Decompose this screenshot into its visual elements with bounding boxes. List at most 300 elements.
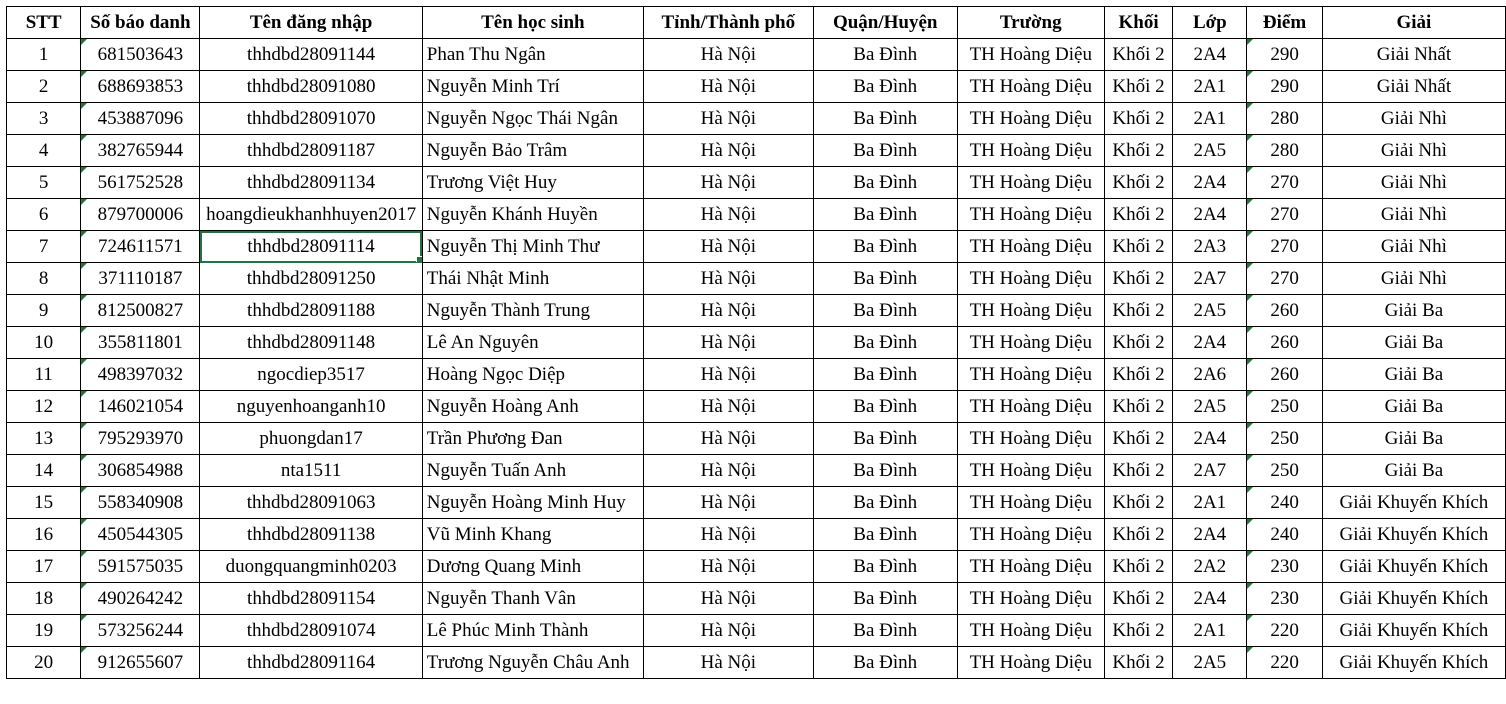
cell-stt[interactable]: [7, 455, 81, 487]
cell-quan-huyen[interactable]: [813, 39, 957, 71]
cell-khoi[interactable]: [1104, 615, 1173, 647]
cell-khoi[interactable]: [1104, 167, 1173, 199]
cell-stt[interactable]: [7, 135, 81, 167]
cell-ten-hoc-sinh[interactable]: [422, 231, 643, 263]
column-header-quan-huyen[interactable]: Quận/Huyện: [813, 7, 957, 39]
cell-tinh-thanh-pho[interactable]: [643, 615, 813, 647]
cell-truong[interactable]: [957, 327, 1104, 359]
cell-value: TH Hoàng Diệu: [969, 395, 1092, 417]
cell-quan-huyen[interactable]: [813, 199, 957, 231]
cell-lop[interactable]: [1173, 519, 1247, 551]
cell-value: Vũ Minh Khang: [426, 523, 552, 545]
cell-value: Khối 2: [1112, 299, 1165, 321]
cell-value: TH Hoàng Diệu: [969, 299, 1092, 321]
cell-stt[interactable]: [7, 295, 81, 327]
cell-ten-hoc-sinh[interactable]: [422, 327, 643, 359]
cell-truong[interactable]: [957, 615, 1104, 647]
cell-ten-dang-nhap[interactable]: [200, 327, 422, 359]
column-header-lop[interactable]: Lớp: [1173, 7, 1247, 39]
cell-giai[interactable]: [1322, 519, 1505, 551]
cell-value: Giải Ba: [1384, 299, 1444, 321]
cell-value: Giải Khuyến Khích: [1339, 587, 1489, 609]
cell-so-bao-danh[interactable]: [81, 391, 200, 423]
cell-lop[interactable]: [1173, 71, 1247, 103]
cell-value: thhdbd28091138: [247, 523, 376, 545]
cell-stt[interactable]: [7, 199, 81, 231]
cell-lop[interactable]: [1173, 391, 1247, 423]
number-as-text-marker-icon: [81, 71, 87, 77]
column-header-diem[interactable]: Điểm: [1247, 7, 1323, 39]
cell-value: Khối 2: [1112, 459, 1165, 481]
cell-diem[interactable]: [1247, 455, 1323, 487]
cell-stt[interactable]: [7, 583, 81, 615]
cell-truong[interactable]: [957, 423, 1104, 455]
cell-truong[interactable]: [957, 455, 1104, 487]
cell-diem[interactable]: [1247, 359, 1323, 391]
cell-so-bao-danh[interactable]: [81, 519, 200, 551]
cell-quan-huyen[interactable]: [813, 615, 957, 647]
cell-value: Nguyễn Thị Minh Thư: [426, 235, 600, 257]
cell-value: 2A5: [1193, 651, 1227, 673]
cell-stt[interactable]: [7, 391, 81, 423]
cell-diem[interactable]: [1247, 231, 1323, 263]
cell-diem[interactable]: [1247, 551, 1323, 583]
cell-tinh-thanh-pho[interactable]: [643, 263, 813, 295]
cell-diem[interactable]: [1247, 647, 1323, 679]
column-header-ten-dang-nhap[interactable]: Tên đăng nhập: [200, 7, 422, 39]
number-as-text-marker-icon: [81, 487, 87, 493]
cell-quan-huyen[interactable]: [813, 455, 957, 487]
number-as-text-marker-icon: [1247, 103, 1253, 109]
cell-stt[interactable]: [7, 327, 81, 359]
number-as-text-marker-icon: [81, 455, 87, 461]
cell-truong[interactable]: [957, 487, 1104, 519]
cell-value: TH Hoàng Diệu: [969, 523, 1092, 545]
cell-lop[interactable]: [1173, 103, 1247, 135]
cell-quan-huyen[interactable]: [813, 327, 957, 359]
cell-tinh-thanh-pho[interactable]: [643, 39, 813, 71]
cell-tinh-thanh-pho[interactable]: [643, 71, 813, 103]
cell-tinh-thanh-pho[interactable]: [643, 487, 813, 519]
number-as-text-marker-icon: [1247, 231, 1253, 237]
cell-value: 2A5: [1193, 139, 1227, 161]
cell-diem[interactable]: [1247, 199, 1323, 231]
cell-value: Hà Nội: [700, 267, 757, 289]
cell-ten-dang-nhap[interactable]: [200, 135, 422, 167]
cell-value: 2A4: [1193, 523, 1227, 545]
cell-quan-huyen[interactable]: [813, 263, 957, 295]
cell-value: Hà Nội: [700, 107, 757, 129]
cell-truong[interactable]: [957, 551, 1104, 583]
cell-ten-dang-nhap[interactable]: [200, 615, 422, 647]
cell-lop[interactable]: [1173, 39, 1247, 71]
cell-so-bao-danh[interactable]: [81, 583, 200, 615]
cell-value: Ba Đình: [853, 491, 918, 513]
cell-lop[interactable]: [1173, 647, 1247, 679]
cell-ten-hoc-sinh[interactable]: [422, 295, 643, 327]
cell-giai[interactable]: [1322, 135, 1505, 167]
cell-ten-hoc-sinh[interactable]: [422, 551, 643, 583]
cell-ten-dang-nhap[interactable]: [200, 263, 422, 295]
cell-khoi[interactable]: [1104, 519, 1173, 551]
cell-khoi[interactable]: [1104, 327, 1173, 359]
cell-tinh-thanh-pho[interactable]: [643, 551, 813, 583]
cell-value: 724611571: [97, 235, 183, 257]
cell-quan-huyen[interactable]: [813, 583, 957, 615]
cell-khoi[interactable]: [1104, 231, 1173, 263]
cell-truong[interactable]: [957, 359, 1104, 391]
cell-ten-hoc-sinh[interactable]: [422, 647, 643, 679]
cell-value: 355811801: [97, 331, 183, 353]
column-header-giai[interactable]: Giải: [1322, 7, 1505, 39]
number-as-text-marker-icon: [1247, 647, 1253, 653]
cell-giai[interactable]: [1322, 647, 1505, 679]
cell-lop[interactable]: [1173, 487, 1247, 519]
cell-giai[interactable]: [1322, 199, 1505, 231]
cell-so-bao-danh[interactable]: [81, 71, 200, 103]
cell-truong[interactable]: [957, 263, 1104, 295]
cell-khoi[interactable]: [1104, 391, 1173, 423]
column-header-ten-hoc-sinh[interactable]: Tên học sinh: [422, 7, 643, 39]
cell-lop[interactable]: [1173, 423, 1247, 455]
cell-tinh-thanh-pho[interactable]: [643, 359, 813, 391]
cell-value: 498397032: [97, 363, 184, 385]
cell-diem[interactable]: [1247, 167, 1323, 199]
cell-ten-hoc-sinh[interactable]: [422, 455, 643, 487]
cell-giai[interactable]: [1322, 423, 1505, 455]
cell-stt[interactable]: [7, 359, 81, 391]
cell-khoi[interactable]: [1104, 551, 1173, 583]
cell-khoi[interactable]: [1104, 103, 1173, 135]
number-as-text-marker-icon: [1247, 39, 1253, 45]
cell-giai[interactable]: [1322, 71, 1505, 103]
cell-value: 230: [1270, 587, 1299, 609]
cell-truong[interactable]: [957, 391, 1104, 423]
cell-ten-dang-nhap[interactable]: [200, 199, 422, 231]
cell-ten-hoc-sinh[interactable]: [422, 391, 643, 423]
cell-quan-huyen[interactable]: [813, 231, 957, 263]
cell-ten-dang-nhap[interactable]: [200, 583, 422, 615]
cell-ten-dang-nhap[interactable]: [200, 487, 422, 519]
number-as-text-marker-icon: [81, 359, 87, 365]
table-row: [7, 71, 1506, 103]
cell-giai[interactable]: [1322, 391, 1505, 423]
cell-value: 371110187: [98, 267, 183, 289]
cell-quan-huyen[interactable]: [813, 135, 957, 167]
cell-ten-dang-nhap[interactable]: [200, 551, 422, 583]
cell-quan-huyen[interactable]: [813, 103, 957, 135]
cell-giai[interactable]: [1322, 487, 1505, 519]
cell-lop[interactable]: [1173, 615, 1247, 647]
cell-so-bao-danh[interactable]: [81, 167, 200, 199]
cell-khoi[interactable]: [1104, 359, 1173, 391]
cell-stt[interactable]: [7, 423, 81, 455]
cell-diem[interactable]: [1247, 391, 1323, 423]
cell-value: Khối 2: [1112, 555, 1165, 577]
cell-tinh-thanh-pho[interactable]: [643, 103, 813, 135]
cell-value: Giải Ba: [1384, 427, 1444, 449]
cell-value: 220: [1270, 651, 1299, 673]
cell-lop[interactable]: [1173, 263, 1247, 295]
cell-lop[interactable]: [1173, 455, 1247, 487]
cell-value: TH Hoàng Diệu: [969, 139, 1092, 161]
cell-giai[interactable]: [1322, 615, 1505, 647]
number-as-text-marker-icon: [1247, 167, 1253, 173]
cell-ten-dang-nhap[interactable]: [200, 71, 422, 103]
cell-tinh-thanh-pho[interactable]: [643, 391, 813, 423]
cell-stt[interactable]: [7, 103, 81, 135]
cell-diem[interactable]: [1247, 71, 1323, 103]
cell-so-bao-danh[interactable]: [81, 39, 200, 71]
cell-lop[interactable]: [1173, 359, 1247, 391]
cell-value: 382765944: [97, 139, 184, 161]
cell-diem[interactable]: [1247, 263, 1323, 295]
cell-khoi[interactable]: [1104, 39, 1173, 71]
cell-value: Phan Thu Ngân: [426, 43, 546, 65]
cell-diem[interactable]: [1247, 487, 1323, 519]
cell-tinh-thanh-pho[interactable]: [643, 295, 813, 327]
cell-giai[interactable]: [1322, 39, 1505, 71]
cell-ten-dang-nhap[interactable]: [200, 391, 422, 423]
cell-giai[interactable]: [1322, 327, 1505, 359]
number-as-text-marker-icon: [1247, 615, 1253, 621]
cell-quan-huyen[interactable]: [813, 359, 957, 391]
cell-value: Ba Đình: [853, 587, 918, 609]
cell-lop[interactable]: [1173, 135, 1247, 167]
cell-ten-dang-nhap[interactable]: [200, 167, 422, 199]
cell-stt[interactable]: [7, 263, 81, 295]
cell-so-bao-danh[interactable]: [81, 295, 200, 327]
cell-value: nguyenhoanganh10: [236, 395, 386, 417]
cell-so-bao-danh[interactable]: [81, 615, 200, 647]
column-header-stt[interactable]: STT: [7, 7, 81, 39]
cell-ten-hoc-sinh[interactable]: [422, 359, 643, 391]
cell-lop[interactable]: [1173, 295, 1247, 327]
cell-ten-hoc-sinh[interactable]: [422, 487, 643, 519]
cell-giai[interactable]: [1322, 167, 1505, 199]
cell-tinh-thanh-pho[interactable]: [643, 231, 813, 263]
column-header-tinh-thanh-pho[interactable]: Tỉnh/Thành phố: [643, 7, 813, 39]
table-row: [7, 231, 1506, 263]
cell-diem[interactable]: [1247, 583, 1323, 615]
cell-so-bao-danh[interactable]: [81, 423, 200, 455]
cell-truong[interactable]: [957, 135, 1104, 167]
cell-value: Khối 2: [1112, 619, 1165, 641]
cell-stt[interactable]: [7, 231, 81, 263]
cell-so-bao-danh[interactable]: [81, 327, 200, 359]
cell-khoi[interactable]: [1104, 487, 1173, 519]
cell-tinh-thanh-pho[interactable]: [643, 199, 813, 231]
cell-quan-huyen[interactable]: [813, 647, 957, 679]
cell-stt[interactable]: [7, 167, 81, 199]
cell-quan-huyen[interactable]: [813, 295, 957, 327]
cell-value: Ba Đình: [853, 555, 918, 577]
cell-ten-hoc-sinh[interactable]: [422, 199, 643, 231]
column-header-truong[interactable]: Trường: [957, 7, 1104, 39]
cell-tinh-thanh-pho[interactable]: [643, 647, 813, 679]
cell-truong[interactable]: [957, 39, 1104, 71]
cell-so-bao-danh[interactable]: [81, 551, 200, 583]
cell-stt[interactable]: [7, 551, 81, 583]
cell-ten-dang-nhap[interactable]: [200, 359, 422, 391]
cell-ten-hoc-sinh[interactable]: [422, 39, 643, 71]
cell-stt[interactable]: [7, 39, 81, 71]
cell-value: thhdbd28091063: [246, 491, 376, 513]
cell-tinh-thanh-pho[interactable]: [643, 167, 813, 199]
cell-quan-huyen[interactable]: [813, 423, 957, 455]
cell-khoi[interactable]: [1104, 647, 1173, 679]
cell-value: Khối 2: [1112, 75, 1165, 97]
cell-value: thhdbd28091154: [247, 587, 376, 609]
column-header-so-bao-danh[interactable]: Số báo danh: [81, 7, 200, 39]
cell-diem[interactable]: [1247, 295, 1323, 327]
cell-ten-hoc-sinh[interactable]: [422, 71, 643, 103]
cell-truong[interactable]: [957, 199, 1104, 231]
cell-lop[interactable]: [1173, 551, 1247, 583]
cell-ten-dang-nhap[interactable]: [200, 103, 422, 135]
cell-khoi[interactable]: [1104, 71, 1173, 103]
cell-ten-dang-nhap[interactable]: [200, 423, 422, 455]
cell-giai[interactable]: [1322, 231, 1505, 263]
cell-giai[interactable]: [1322, 455, 1505, 487]
cell-truong[interactable]: [957, 167, 1104, 199]
cell-stt[interactable]: [7, 71, 81, 103]
cell-value: Giải Ba: [1384, 459, 1444, 481]
cell-tinh-thanh-pho[interactable]: [643, 519, 813, 551]
number-as-text-marker-icon: [81, 615, 87, 621]
cell-so-bao-danh[interactable]: [81, 135, 200, 167]
cell-tinh-thanh-pho[interactable]: [643, 327, 813, 359]
cell-diem[interactable]: [1247, 615, 1323, 647]
cell-lop[interactable]: [1173, 199, 1247, 231]
cell-value: Ba Đình: [853, 363, 918, 385]
cell-tinh-thanh-pho[interactable]: [643, 423, 813, 455]
cell-so-bao-danh[interactable]: [81, 487, 200, 519]
cell-value: 230: [1270, 555, 1299, 577]
cell-ten-dang-nhap[interactable]: [200, 39, 422, 71]
cell-lop[interactable]: [1173, 327, 1247, 359]
cell-tinh-thanh-pho[interactable]: [643, 135, 813, 167]
cell-value: Khối 2: [1112, 651, 1165, 673]
cell-value: Hà Nội: [700, 395, 757, 417]
cell-so-bao-danh[interactable]: [81, 263, 200, 295]
cell-ten-dang-nhap[interactable]: [200, 455, 422, 487]
cell-ten-dang-nhap[interactable]: [200, 647, 422, 679]
cell-truong[interactable]: [957, 519, 1104, 551]
cell-ten-hoc-sinh[interactable]: [422, 423, 643, 455]
cell-truong[interactable]: [957, 71, 1104, 103]
cell-khoi[interactable]: [1104, 199, 1173, 231]
cell-khoi[interactable]: [1104, 423, 1173, 455]
cell-lop[interactable]: [1173, 167, 1247, 199]
cell-diem[interactable]: [1247, 39, 1323, 71]
cell-diem[interactable]: [1247, 103, 1323, 135]
cell-quan-huyen[interactable]: [813, 487, 957, 519]
cell-diem[interactable]: [1247, 327, 1323, 359]
selected-cell[interactable]: [200, 231, 422, 263]
cell-so-bao-danh[interactable]: [81, 359, 200, 391]
cell-khoi[interactable]: [1104, 455, 1173, 487]
cell-value: TH Hoàng Diệu: [969, 171, 1092, 193]
cell-value: 2A2: [1193, 555, 1227, 577]
cell-value: 15: [34, 491, 54, 513]
cell-diem[interactable]: [1247, 135, 1323, 167]
cell-tinh-thanh-pho[interactable]: [643, 455, 813, 487]
cell-giai[interactable]: [1322, 263, 1505, 295]
cell-ten-hoc-sinh[interactable]: [422, 615, 643, 647]
cell-truong[interactable]: [957, 647, 1104, 679]
cell-truong[interactable]: [957, 231, 1104, 263]
cell-giai[interactable]: [1322, 295, 1505, 327]
cell-diem[interactable]: [1247, 519, 1323, 551]
cell-so-bao-danh[interactable]: [81, 647, 200, 679]
cell-ten-dang-nhap[interactable]: [200, 519, 422, 551]
cell-quan-huyen[interactable]: [813, 551, 957, 583]
cell-value: TH Hoàng Diệu: [969, 587, 1092, 609]
cell-ten-hoc-sinh[interactable]: [422, 583, 643, 615]
cell-so-bao-danh[interactable]: [81, 455, 200, 487]
cell-lop[interactable]: [1173, 583, 1247, 615]
cell-ten-hoc-sinh[interactable]: [422, 103, 643, 135]
table-row: [7, 263, 1506, 295]
cell-ten-hoc-sinh[interactable]: [422, 135, 643, 167]
cell-value: thhdbd28091114: [247, 235, 375, 257]
cell-quan-huyen[interactable]: [813, 71, 957, 103]
cell-stt[interactable]: [7, 487, 81, 519]
cell-ten-dang-nhap[interactable]: [200, 295, 422, 327]
cell-stt[interactable]: [7, 647, 81, 679]
cell-quan-huyen[interactable]: [813, 519, 957, 551]
cell-lop[interactable]: [1173, 231, 1247, 263]
cell-stt[interactable]: [7, 519, 81, 551]
cell-giai[interactable]: [1322, 583, 1505, 615]
cell-truong[interactable]: [957, 583, 1104, 615]
cell-so-bao-danh[interactable]: [81, 199, 200, 231]
cell-ten-hoc-sinh[interactable]: [422, 519, 643, 551]
cell-so-bao-danh[interactable]: [81, 231, 200, 263]
cell-giai[interactable]: [1322, 103, 1505, 135]
column-header-khoi[interactable]: Khối: [1104, 7, 1173, 39]
cell-quan-huyen[interactable]: [813, 391, 957, 423]
cell-value: 2A4: [1193, 171, 1227, 193]
cell-truong[interactable]: [957, 103, 1104, 135]
table-row: [7, 551, 1506, 583]
cell-stt[interactable]: [7, 615, 81, 647]
cell-value: Hà Nội: [700, 587, 757, 609]
cell-value: TH Hoàng Diệu: [969, 427, 1092, 449]
cell-khoi[interactable]: [1104, 135, 1173, 167]
cell-khoi[interactable]: [1104, 583, 1173, 615]
cell-value: 2A4: [1193, 203, 1227, 225]
cell-giai[interactable]: [1322, 359, 1505, 391]
cell-khoi[interactable]: [1104, 295, 1173, 327]
cell-so-bao-danh[interactable]: [81, 103, 200, 135]
cell-quan-huyen[interactable]: [813, 167, 957, 199]
cell-giai[interactable]: [1322, 551, 1505, 583]
cell-value: Khối 2: [1112, 395, 1165, 417]
cell-value: TH Hoàng Diệu: [969, 75, 1092, 97]
cell-tinh-thanh-pho[interactable]: [643, 583, 813, 615]
cell-diem[interactable]: [1247, 423, 1323, 455]
number-as-text-marker-icon: [1247, 263, 1253, 269]
cell-ten-hoc-sinh[interactable]: [422, 167, 643, 199]
cell-khoi[interactable]: [1104, 263, 1173, 295]
cell-value: TH Hoàng Diệu: [969, 363, 1092, 385]
cell-value: 879700006: [97, 203, 184, 225]
cell-ten-hoc-sinh[interactable]: [422, 263, 643, 295]
cell-truong[interactable]: [957, 295, 1104, 327]
cell-value: 19: [34, 619, 54, 641]
